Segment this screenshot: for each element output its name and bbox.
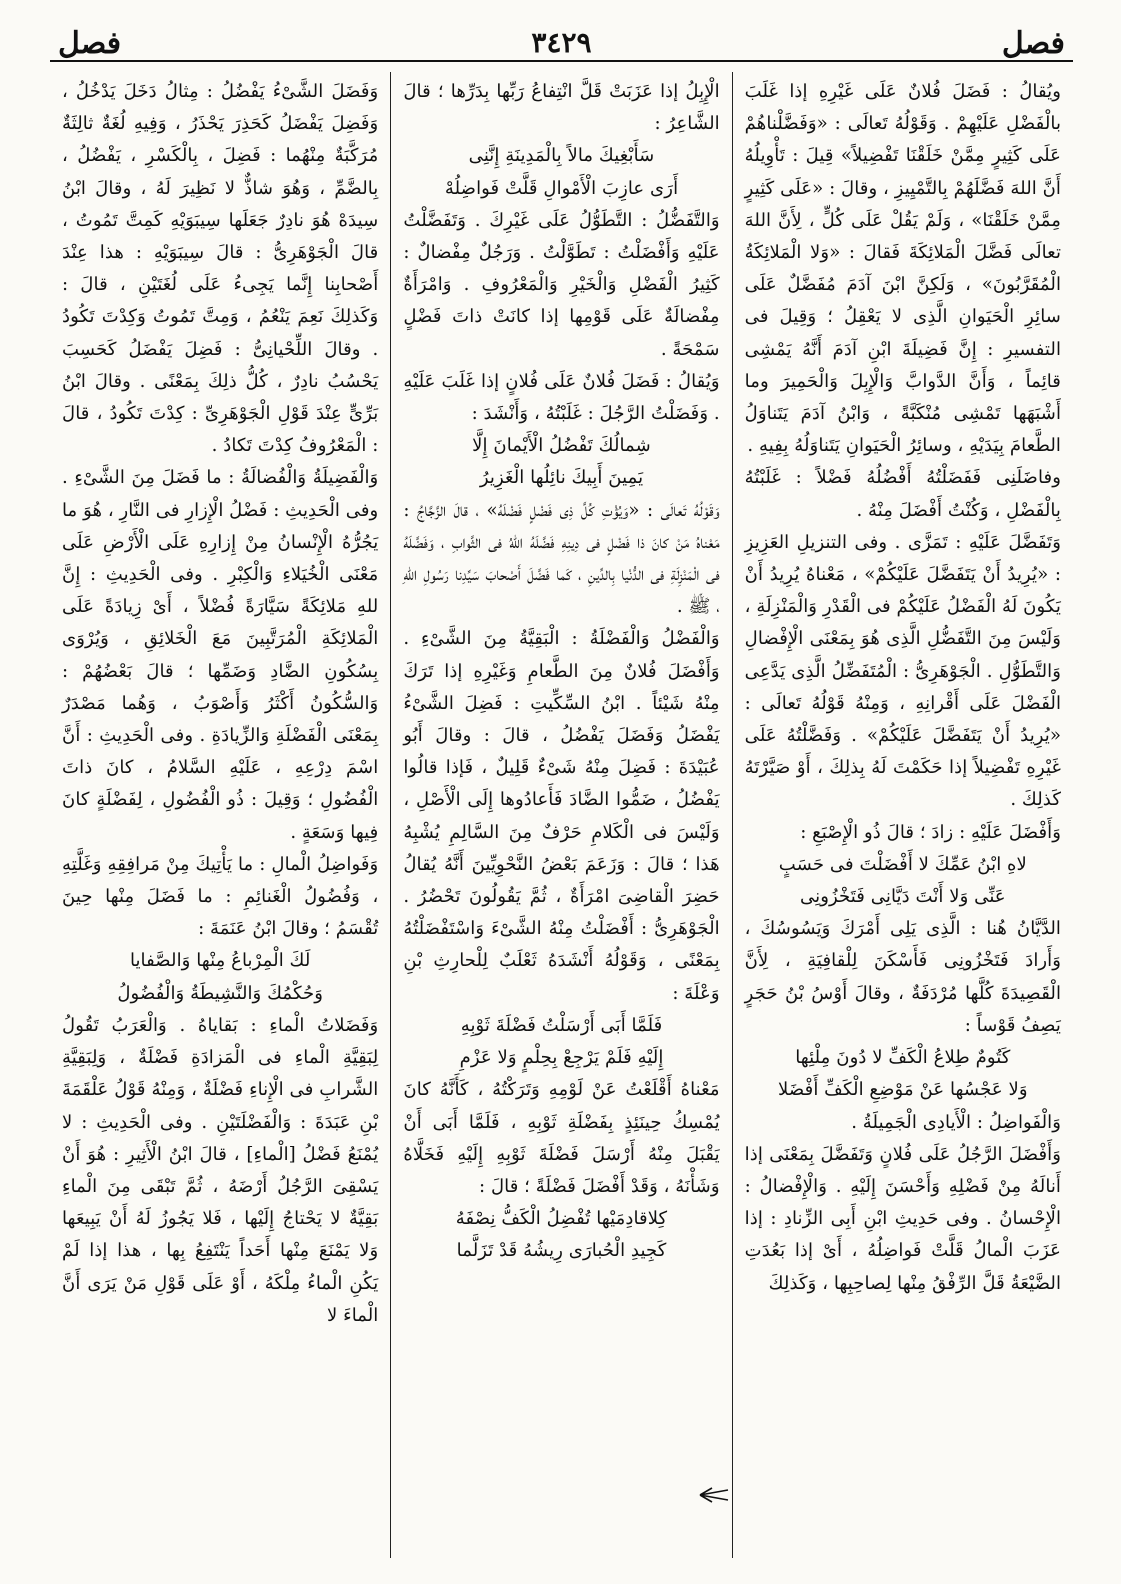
column-right	[733, 72, 1073, 1558]
paragraph: وَالتَّفَضُّلُ : التَّطَوُّلُ عَلَى غَيْرِكَ . وَتَفَضَّلْتُ عَلَيْهِ وَأَفْضَلْتُ : تَطَوَّلْتُ . وَرَجُلٌ مِفْضالٌ : كَثِيرُ الْفَضْلِ وَالْخَيْرِ وَالْمَعْرُوفِ . وَامْرَأَةٌ مِفْضالَةٌ عَلَى قَوْمِها إذا كانَتْ ذاتَ فَضْلٍ سَمْحَةً .	[403, 209, 720, 360]
verse-line: فَلَمَّا أَبَى أَرْسَلْتُ فَضْلَةَ ثَوْبِهِ	[460, 1014, 663, 1036]
verse-line: وَحُكْمُكَ وَالنَّشِيطَةُ وَالْفُضُولُ	[117, 982, 324, 1004]
column-left	[50, 72, 391, 1558]
verse-line: كَتُومٌ طِلاعُ الْكَفِّ لا دُونَ مِلْئِها	[795, 1047, 1011, 1069]
verse-line: عَنِّى وَلا أَنْتَ دَيَّانِى فَتَخْزُونِى	[800, 886, 1006, 908]
verse-line: سَأَبْغِيكَ مالاً بِالْمَدِينَةِ إِنَّنِى	[468, 145, 655, 167]
text-columns	[50, 72, 1073, 1558]
paragraph: وَقَوْلُهُ تَعالَى : «وَيُؤْتِ كُلَّ ذِى فَضْلٍ فَضْلَهُ» ، قالَ الزَّجَّاجُ : مَعْناهُ مَنْ كانَ ذا فَضْلٍ فى دِينِهِ فَضَّلَهُ اللهُ فى الثَّوابِ ، وَفَضَّلَهُ فى الْمَنْزِلَةِ فى الدُّنْيا بِالدِّينِ ، كَما فَضَّلَ أَصْحابَ سَيِّدِنا رَسُولِ اللهِ ، ﷺ .	[403, 499, 720, 618]
paragraph: ويُقالُ : فَضَلَ فُلانٌ عَلَى غَيْرِهِ إذا غَلَبَ بالْفَضْلِ عَلَيْهِمْ . وَقَوْلُهُ تَعالَى : «وَفَضَّلْناهُمْ عَلَى كَثِيرٍ مِمَّنْ خَلَقْنَا تَفْضِيلاً» قِيلَ : تَأْوِيلُهُ أَنَّ اللهَ فَضَّلَهُمْ بِالتَّمْيِيزِ ، وقالَ : «عَلَى كَثِيرٍ مِمَّنْ خَلَقْنَا» ، وَلَمْ يَقُلْ عَلَى كُلٍّ ، لِأَنَّ اللهَ تعالَى فَضَّلَ الْمَلائِكَةَ فَقالَ : «وَلا الْمَلائِكَةُ الْمُقَرَّبُونَ» ، وَلَكِنَّ ابْنَ آدَمَ مُفَضَّلٌ عَلَى سائِرِ الْحَيَوانِ الَّذِى لا يَعْقِلُ ؛ وَقِيلَ فى التفسيرِ : إِنَّ فَضِيلَةَ ابْنِ آدَمَ أَنَّهُ يَمْشِى قائِماً ، وَأَنَّ الدَّوابَّ وَالْإِبِلَ وَالْحَمِيرَ وما أَشْبَهَها تَمْشِى مُنْكَبَّةً ، وَابْنُ آدَمَ يَتَناوَلُ الطَّعامَ بِيَدَيْهِ ، وسائِرُ الْحَيَوانِ يَتَناوَلُهُ بِفِيهِ .	[744, 81, 1061, 457]
paragraph: الدَّيَّانُ هُنا : الَّذِى يَلِى أَمْرَكَ وَيَسُوسُكَ ، وَأَرادَ فَتَخْزُونِى فَأَسْكَنَ لِلْقافِيَةِ ، لِأَنَّ الْقَصِيدَةَ كُلَّها مُرْدَفَةٌ ، وقالَ أَوْسُ بْنُ حَجَرٍ يَصِفُ قَوْساً :	[744, 918, 1061, 1036]
column-middle	[391, 72, 732, 1558]
verse-line: يَمِينَ أَبِيكَ نائِلُها الْغَزِيرُ	[479, 467, 644, 489]
paragraph: وَتَفَضَّلَ عَلَيْهِ : تَمَزَّى . وفى التنزيلِ العَزِيزِ : «يُرِيدُ أَنْ يَتَفَضَّلَ عَلَيْكُمْ» ، مَعْناهُ يُرِيدُ أَنْ يَكُونَ لَهُ الْفَضْلُ عَلَيْكُمْ فى الْقَدْرِ وَالْمَنْزِلَةِ ، وَلَيْسَ مِنَ التَّفَضُّلِ الَّذِى هُوَ بِمَعْنَى الْإِفْضالِ وَالتَّطَوُّلِ . الْجَوْهَرِىُّ : الْمُتَفَضِّلُ الَّذِى يَدَّعِى الْفَضْلَ عَلَى أَقْرانِهِ ، وَمِنْهُ قَوْلُهُ تَعالَى : «يُرِيدُ أَنْ يَتَفَضَّلَ عَلَيْكُمْ» . وَفَضَّلْتُهُ عَلَى غَيْرِهِ تَفْضِيلاً إذا حَكَمْتَ لَهُ بِذلِكَ ، أَوْ صَيَّرْتَهُ كَذلِكَ .	[744, 531, 1061, 811]
headword-left: فصل	[58, 26, 122, 61]
paragraph: وَالْفَواضِلُ : الْأَيادِى الْجَمِيلَةُ .	[851, 1111, 1061, 1133]
paragraph: وَالْفَضِيلَةُ وَالْفُضالَةُ : ما فَضَلَ مِنَ الشَّىْءِ . وفى الْحَدِيثِ : فَضْلُ الْإِزارِ فى النَّارِ ، هُوَ ما يَجُرُّهُ الْإِنْسانُ مِنْ إِزارِهِ عَلَى الْأَرْضِ عَلَى مَعْنَى الْخُيَلاءِ وَالْكِبْرِ . وفى الْحَدِيثِ : إِنَّ للهِ مَلائِكَةً سَيَّارَةً فُضْلاً ، أَىْ زِيادَةً عَلَى الْمَلائِكَةِ الْمُرَتَّبِينَ مَعَ الْخَلائِقِ ، وَيُرْوَى بِسُكُونِ الضَّادِ وَضَمِّها ؛ قالَ بَعْضُهُمْ : وَالسُّكُونُ أَكْثَرُ وَأَصْوَبُ ، وَهُما مَصْدَرٌ بِمَعْنَى الْفَضْلَةِ وَالزِّيادَةِ . وفى الْحَدِيثِ : أَنَّ اسْمَ دِرْعِهِ ، عَلَيْهِ السَّلامُ ، كانَ ذاتَ الْفُضُولِ ؛ وَقِيلَ : ذُو الْفُضُولِ ، لِفَضْلَةٍ كانَ فِيها وَسَعَةٍ .	[62, 467, 379, 843]
verse-line: إِلَيْهِ فَلَمْ يَرْجِعْ بِحِلْمٍ وَلا عَزْمِ	[459, 1047, 664, 1069]
margin-arrow-icon	[698, 1484, 732, 1506]
paragraph: وفاضَلَنِى فَفَضَلْتُهُ أَفْضُلُهُ فَضْلاً : غَلَبْتُهُ بِالْفَضْلِ ، وَكُنْتُ أَفْضَلَ مِنْهُ .	[744, 467, 1061, 521]
page-number: ٣٤٢٩	[531, 26, 592, 59]
verse-line: وَلا عَجْسُها عَنْ مَوْضِعِ الْكَفِّ أَفْضَلا	[778, 1079, 1028, 1101]
paragraph: وَيُقالُ : فَضَلَ فُلانٌ عَلَى فُلانٍ إذا غَلَبَ عَلَيْهِ . وَفَضَلْتُ الرَّجُلَ : غَلَبْتُهُ ، وَأَنْشَدَ :	[403, 370, 720, 425]
paragraph: وَفَواضِلُ الْمالِ : ما يَأْتِيكَ مِنْ مَرافِقِهِ وَغَلَّتِهِ ، وَفُضُولُ الْغَنائِمِ : ما فَضَلَ مِنْها حِينَ تُقْسَمُ ؛ وقالَ ابْنُ عَنَمَةَ :	[62, 853, 379, 940]
verse-line: شِمالُكَ تَفْضُلُ الْأَيْمانَ إِلَّا	[472, 435, 651, 457]
paragraph: الْإِبِلُ إذا عَزَبَتْ قَلَّ انْتِفاعُ رَبِّها بِدَرِّها ؛ قالَ الشَّاعِرُ :	[403, 81, 720, 135]
headword-right: فصل	[1001, 26, 1065, 61]
paragraph: وَفَضَلاتُ الْماءِ : بَقاياهُ . وَالْعَرَبُ تَقُولُ لِبَقِيَّةِ الْماءِ فى الْمَزادَةِ فَضْلَةٌ ، وَلِبَقِيَّةِ الشَّرابِ فى الْإِناءِ فَضْلَةٌ ، وَمِنْهُ قَوْلُ عَلْقَمَةَ بْنِ عَبَدَةَ : وَالْفَضْلَتَيْنِ . وفى الْحَدِيثِ : لا يُمْنَعُ فَضْلُ [الْماءِ] ، قالَ ابْنُ الْأَثِيرِ : هُوَ أَنْ يَسْقِىَ الرَّجُلُ أَرْضَهُ ، ثُمَّ تَبْقَى مِنَ الْماءِ بَقِيَّةٌ لا يَحْتاجُ إِلَيْها ، فَلا يَجُوزُ لَهُ أَنْ يَبِيعَها وَلا يَمْنَعَ مِنْها أَحَداً يَنْتَفِعُ بِها ، هذا إذا لَمْ يَكُنِ الْماءُ مِلْكَهُ ، أَوْ عَلَى قَوْلِ مَنْ يَرَى أَنَّ الْماءَ لا	[62, 1014, 379, 1326]
verse-line: لَكَ الْمِرْباعُ مِنْها وَالصَّفايا	[129, 950, 311, 972]
paragraph: وَالْفَضْلُ وَالْفَضْلَةُ : الْبَقِيَّةُ مِنَ الشَّىْءِ . وَأَفْضَلَ فُلانٌ مِنَ الطَّعامِ وَغَيْرِهِ إذا تَرَكَ مِنْهُ شَيْئاً . ابْنُ السِّكِّيتِ : فَضِلَ الشَّىْءُ يَفْضَلُ وَفَضَلَ يَفْضُلُ ، قالَ : وقالَ أَبُو عُبَيْدَةَ : فَضِلَ مِنْهُ شَىْءٌ قَلِيلٌ ، فَإذا قالُوا يَفْضُلُ ، ضَمُّوا الضَّادَ فَأَعادُوها إِلَى الْأَصْلِ ، وَلَيْسَ فى الْكَلامِ حَرْفٌ مِنَ السَّالِمِ يُشْبِهُ هَذا ؛ قالَ : وَزَعَمَ بَعْضُ النَّحْوِيِّينَ أَنَّهُ يُقالُ حَضِرَ الْقاضِىَ امْرَأَةٌ ، ثُمَّ يَقُولُونَ تَحْضُرُ . الْجَوْهَرِىُّ : أَفْضَلْتُ مِنْهُ الشَّىْءَ وَاسْتَفْضَلْتُهُ بِمَعْنًى ، وَقَوْلُهُ أَنْشَدَهُ ثَعْلَبٌ لِلْحارِثِ بْنِ وَعْلَةَ :	[403, 628, 720, 1004]
paragraph: وَأَفْضَلَ عَلَيْهِ : زادَ ؛ قالَ ذُو الْإِصْبَعِ :	[800, 821, 1061, 843]
verse-line: أَرَى عازِبَ الْأَمْوالِ قَلَّتْ فَواضِلُهْ	[444, 177, 679, 199]
paragraph: وَفَضَلَ الشَّىْءُ يَفْضُلُ : مِثالُ دَخَلَ يَدْخُلُ ، وَفَضِلَ يَفْضَلُ كَحَذِرَ يَحْذَرُ ، وَفِيهِ لُغَةٌ ثالِثَةٌ مُرَكَّبَةٌ مِنْهُما : فَضِلَ ، بِالْكَسْرِ ، يَفْضُلُ ، بِالضَّمِّ ، وَهُوَ شاذٌّ لا نَظِيرَ لَهُ ، وقالَ ابْنُ سِيدَهْ هُوَ نادِرٌ جَعَلَها سِيبَوَيْهِ كَمِتَّ تَمُوتُ ، قالَ الْجَوْهَرِىُّ : قالَ سِيبَوَيْهِ : هذا عِنْدَ أَصْحابِنا إِنَّما يَجِىءُ عَلَى لُغَتَيْنِ ، قالَ : وَكَذلِكَ نَعِمَ يَنْعُمُ ، وَمِتَّ تَمُوتُ وَكِدْتَ تَكُودُ . وقالَ اللِّحْيانِىُّ : فَضِلَ يَفْضَلُ كَحَسِبَ يَحْسُبُ نادِرٌ ، كُلُّ ذلِكَ بِمَعْنًى . وقالَ ابْنُ بَرِّىٍّ عِنْدَ قَوْلِ الْجَوْهَرِىِّ : كِدْتَ تَكُودُ ، قالَ : الْمَعْرُوفُ كِدْتَ تَكادُ .	[62, 81, 379, 457]
paragraph: وَأَفْضَلَ الرَّجُلُ عَلَى فُلانٍ وَتَفَضَّلَ بِمَعْنَى إذا أَنالَهُ مِنْ فَضْلِهِ وَأَحْسَنَ إِلَيْهِ . وَالْإِفْضالُ : الْإِحْسانُ . وفى حَدِيثِ ابْنِ أَبِى الزِّنادِ : إذا عَزَبَ الْمالُ قَلَّتْ فَواضِلُهُ ، أَىْ إذا بَعُدَتِ الضَّيْعَةُ قَلَّ الرِّفْقُ مِنْها لِصاحِبِها ، وَكَذلِكَ	[744, 1143, 1061, 1294]
verse-line: لاهِ ابْنُ عَمِّكَ لا أَفْضَلْتَ فى حَسَبٍ	[778, 853, 1027, 875]
header-rule	[50, 60, 1073, 62]
verse-line: كَجِيدِ الْحُبارَى رِيشُهُ قَدْ تَزَلَّما	[456, 1240, 667, 1262]
paragraph: مَعْناهُ أَقْلَعْتُ عَنْ لَوْمِهِ وَتَرَكْتُهُ ، كَأَنَّهُ كانَ يُمْسِكُ حِينَئِذٍ بِفَضْلَةِ ثَوْبِهِ ، فَلَمَّا أَبَى أَنْ يَقْبَلَ مِنْهُ أَرْسَلَ فَضْلَةَ ثَوْبِهِ إِلَيْهِ فَخَلَّاهُ وَشَأْنَهُ ، وَقَدْ أَفْضَلَ فَضْلَةً ؛ قالَ :	[403, 1079, 720, 1197]
verse-line: كِلاقادِمَيْها تُفْضِلُ الْكَفُّ نِصْفَهُ	[455, 1208, 668, 1230]
